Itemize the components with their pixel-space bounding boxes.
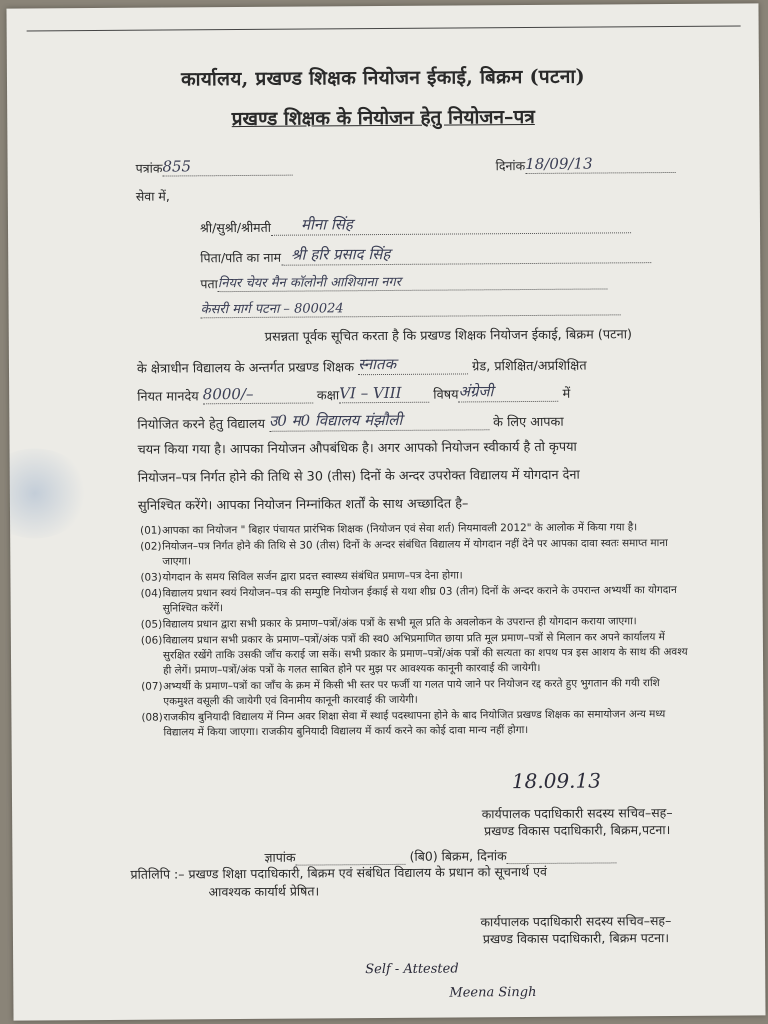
addressee-name-value: मीना सिंह xyxy=(300,215,353,234)
address-label: पता xyxy=(200,276,218,292)
condition-number: (08) xyxy=(141,711,163,724)
grade-value: स्नातक xyxy=(357,354,397,374)
copy-label: प्रतिलिपि :– xyxy=(130,866,185,882)
para-text-b: के क्षेत्राधीन विद्यालय के अन्तर्गत प्रखण्ड शिक्षक xyxy=(136,360,355,377)
condition-item xyxy=(141,583,693,617)
addressee-name-row xyxy=(200,212,631,236)
father-name-label: पिता/पति का नाम xyxy=(200,249,282,266)
officer-title-line-1: कार्यपालक पदाधिकारी सदस्य सचिव–सह– xyxy=(481,805,673,822)
condition-item xyxy=(140,536,692,570)
memo-number-label: ज्ञापांक xyxy=(264,849,296,865)
officer-signature-block xyxy=(432,804,722,840)
self-attested-note: Self - Attested xyxy=(365,961,459,978)
date-label: दिनांक xyxy=(495,158,526,174)
condition-text: नियोजन–पत्र निर्गत होने की तिथि से 30 (तीस) दिनों के अन्दर संबंधित विद्यालय में योगदान नहीं देने पर आपका दावा स्वतः समाप्त माना जाएगा। xyxy=(162,537,668,568)
para-text-g: में xyxy=(562,386,571,402)
school-value: उ0 म0 विद्यालय मंझौली xyxy=(269,410,403,430)
para-line-2 xyxy=(137,353,587,377)
para-line-4 xyxy=(137,409,563,433)
para-line-7: सुनिश्चित करेंगे। आपका नियोजन निम्नांकित शर्तों के साथ अच्छादित है– xyxy=(137,496,469,514)
para-line-3 xyxy=(137,381,570,405)
para-text-i: के लिए आपका xyxy=(493,414,564,431)
condition-text: विद्यालय प्रधान सभी प्रकार के प्रमाण–पत्रों/अंक पत्रों की स्व0 अभिप्रमाणित छाया प्रति मूल प्रमाण–पत्रों से मिलान कर अपने कार्यालय में सुरक्षित रखेंगे ताकि उसकी जाँच कराई जा सकें। सभी प्रकार के प्रमाण–पत्रों/अंक पत्रों की सत्यता का शपथ पत्र इस आशय के साथ की अवश्य ही लेगें। प्रमाण–पत्रों/अंक पत्रों के गलत साबित होने पर मुझ पर आवश्यक कानूनी कारवाई की जायेगी। xyxy=(162,631,688,677)
condition-item xyxy=(141,630,693,679)
water-stain xyxy=(6,448,90,539)
letter-number-row xyxy=(136,157,293,177)
condition-number: (01) xyxy=(140,524,162,537)
para-text-e: कक्षा xyxy=(316,388,340,404)
condition-number: (02) xyxy=(140,540,162,553)
to-label: सेवा में, xyxy=(135,188,170,204)
address-row-2 xyxy=(201,296,621,318)
candidate-signature: Meena Singh xyxy=(449,984,537,1001)
condition-number: (04) xyxy=(140,587,162,600)
condition-item xyxy=(141,676,693,710)
subject-value: अंग्रेजी xyxy=(458,382,494,401)
condition-number: (03) xyxy=(140,571,162,584)
date-value: 18/09/13 xyxy=(525,154,593,174)
para-text-c: ग्रेड, प्रशिक्षित/अप्रशिक्षित xyxy=(472,358,587,375)
para-text-d: नियत मानदेय xyxy=(137,389,199,405)
para-text-h: नियोजित करने हेतु विद्यालय xyxy=(137,416,266,433)
officer2-title-line-2: प्रखण्ड विकास पदाधिकारी, बिक्रम पटना। xyxy=(482,930,670,947)
top-rule xyxy=(27,26,741,32)
letter-subject: प्रखण्ड शिक्षक के नियोजन हेतु नियोजन–पत्र xyxy=(231,105,535,131)
appointment-letter-page xyxy=(6,3,765,1020)
class-value: VI – VIII xyxy=(339,383,402,403)
condition-number: (05) xyxy=(140,618,163,631)
officer2-title-line-1: कार्यपालक पदाधिकारी सदस्य सचिव–सह– xyxy=(480,913,672,930)
copy-text-2: आवश्यक कार्यार्थ प्रेषित। xyxy=(208,883,320,900)
para-line-1: प्रसन्नता पूर्वक सूचित करता है कि प्रखण्ड शिक्षक नियोजन ईकाई, बिक्रम (पटना) xyxy=(264,327,633,345)
address-line-2: केसरी मार्ग पटना – 800024 xyxy=(200,301,344,318)
condition-text: राजकीय बुनियादी विद्यालय में निम्न अवर शिक्षा सेवा में स्थाई पदस्थापना होने के बाद नियोजित प्रखण्ड शिक्षक का समायोजन अन्य मध्य विद्यालय में किया जाएगा। राजकीय बुनियादी विद्यालय में कार्य करने का कोई दावा मान्य नहीं होगा। xyxy=(163,708,666,739)
condition-number: (07) xyxy=(141,680,163,693)
letter-number-value: 855 xyxy=(162,157,192,176)
officer-signature-date: 18.09.13 xyxy=(511,768,602,794)
condition-item xyxy=(141,707,693,741)
date-row xyxy=(496,154,676,174)
conditions-list xyxy=(140,520,694,742)
father-name-row xyxy=(200,242,651,266)
salary-value: 8000/– xyxy=(202,384,254,404)
condition-text: विद्यालय प्रधान स्वयं नियोजन–पत्र की सम्पुष्टि नियोजन ईकाई से यथा शीघ्र 03 (तीन) दिनों के अन्दर कराने के उपरान्त अभ्यर्थी का योगदान सुनिश्चित करेंगें। xyxy=(162,583,677,615)
father-name-value: श्री हरि प्रसाद सिंह xyxy=(290,244,391,264)
para-line-5: चयन किया गया है। आपका नियोजन औपबंधिक है। अगर आपको नियोजन स्वीकार्य है तो कृपया xyxy=(137,439,577,458)
copy-text-1: प्रखण्ड शिक्षा पदाधिकारी, बिक्रम एवं संबंधित विद्यालय के प्रधान को सूचनार्थ एवं xyxy=(188,863,548,882)
office-heading: कार्यालय, प्रखण्ड शिक्षक नियोजन ईकाई, बिक्रम (पटना) xyxy=(180,65,585,91)
condition-text: योगदान के समय सिविल सर्जन द्वारा प्रदत्त स्वास्थ्य संबंधित प्रमाण–पत्र देना होगा। xyxy=(162,569,463,584)
condition-text: आपका का नियोजन " बिहार पंचायत प्रारंभिक शिक्षक (नियोजन एवं सेवा शर्त) नियमावली 2012" के आलोक में किया गया है। xyxy=(162,521,638,537)
condition-number: (06) xyxy=(140,634,163,647)
para-text-f: विषय xyxy=(433,387,459,403)
condition-text: अभ्यर्थी के प्रमाण–पत्रों का जाँच के क्रम में किसी भी स्तर पर फर्जी या गलत पाये जाने पर नियोजन रद्द करते हुए भुगतान की गयी राशि एकमुश्त वसूली की जायेगी एवं विनामीय कानूनी कारवाई की जायेगी। xyxy=(163,677,660,708)
address-row xyxy=(200,270,608,292)
copy-row xyxy=(130,863,547,883)
address-line-1: नियर चेयर मैन कॉलोनी आशियाना नगर xyxy=(217,274,402,292)
addressee-name-label: श्री/सुश्री/श्रीमती xyxy=(199,219,272,236)
letter-number-label: पत्रांक xyxy=(135,160,163,176)
memo-place-date: (बि0) बिक्रम, दिनांक xyxy=(409,848,507,864)
officer-title-line-2: प्रखण्ड विकास पदाधिकारी, बिक्रम,पटना। xyxy=(484,822,671,839)
officer-signature-block-2 xyxy=(431,912,721,948)
condition-text: विद्यालय प्रधान द्वारा सभी प्रकार के प्रमाण–पत्रों/अंक पत्रों के सभी मूल प्रति के अवलोकन के उपरान्त ही योगदान कराया जाएगा। xyxy=(162,615,637,631)
para-line-6: नियोजन–पत्र निर्गत होने की तिथि से 30 (तीस) दिनों के अन्दर उपरोक्त विद्यालय में योगदान देना xyxy=(137,467,580,486)
